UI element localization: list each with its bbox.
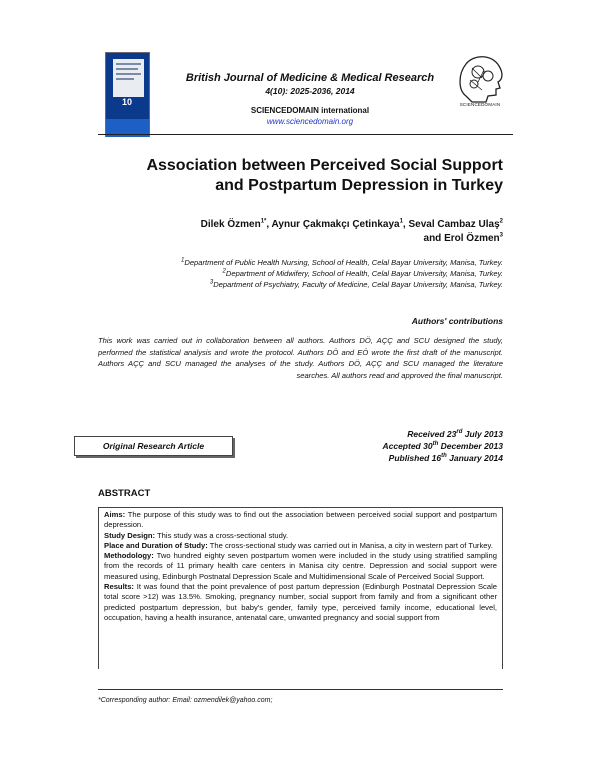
title-line-2: and Postpartum Depression in Turkey [215, 177, 503, 194]
publisher-url[interactable]: www.sciencedomain.org [266, 117, 354, 126]
author-name: Dilek Özmen [200, 219, 261, 230]
logo-caption: SCIENCEDOMAIN [459, 102, 501, 107]
abstract-section: Results: It was found that the point prevalence of post partum depression (Edinburgh Postnatal Depression Scale total score >12) was 13.5%. Smoking, pregnancy number, social support from family and from a significant other predicted postpartum depression, but baby's gender, family type, perceived family income, educational level, occupation, having a health insurance, antenatal care, unwanted pregnancy and social support from [104, 582, 497, 622]
cover-number: 10 [122, 97, 133, 107]
contributions-text: This work was carried out in collaboration between all authors. Authors DÖ, AÇÇ and SCU designed the study, performed the statistical analysis and wrote the protocol. Authors DÖ and EÖ wrote the first draft of the manuscript. Authors AÇÇ and SCU managed the analyses of the study. Authors DÖ, AÇÇ and SCU managed the literature searches. All authors read and approved the final manuscript. [98, 336, 503, 380]
date-published: Published 16th January 2014 [388, 453, 503, 463]
author-sup: 2 [499, 218, 503, 225]
header-rule [98, 134, 513, 135]
author-list: Dilek Özmen$^{1*}$, Aynur Çakmakçı Çetinkaya$^1$, Seval Cambaz Ulaş$^2$ and Erol Özmen$^3$ [200, 218, 503, 244]
date-received: Received 23rd July 2013 [407, 429, 503, 439]
abstract-section: Place and Duration of Study: The cross-sectional study was carried out in Manisa, a city in western part of Turkey. [104, 540, 493, 550]
abstract-box [98, 507, 503, 669]
abstract-section: Study Design: This study was a cross-sectional study. [104, 530, 289, 540]
author-sup: 1 [399, 218, 403, 225]
journal-volume: 4(10): 2025-2036, 2014 [265, 86, 355, 96]
publisher-name: SCIENCEDOMAIN international [250, 106, 370, 115]
corresponding-author-footnote: *Corresponding author: Email: ozmendilek@yahoo.com; [98, 697, 273, 704]
contributions-heading: Authors' contributions [411, 316, 503, 326]
sciencedomain-logo-icon [452, 50, 508, 110]
journal-cover-image [105, 52, 150, 137]
affiliation-item: $^2$Department of Midwifery, School of Health, Celal Bayar University, Manisa, Turkey. [222, 268, 503, 278]
affiliation-item: $^1$Department of Public Health Nursing, School of Health, Celal Bayar University, Manisa, Turkey. [181, 257, 503, 267]
author-name: Aynur Çakmakçı Çetinkaya [271, 219, 400, 230]
abstract-section: Methodology: Two hundred eighty seven postpartum women were included in the study using stratified sampling from the records of 11 primary health care centers in Manisa city centre. Depression and social support were measured using, Edinburgh Postnatal Depression Scale and Multidimensional Scale of Perceived Social Support. [104, 551, 497, 581]
affiliations [98, 257, 503, 290]
date-accepted: Accepted 30th December 2013 [382, 441, 503, 451]
cover-title-panel [113, 59, 144, 97]
abstract-heading: ABSTRACT [98, 488, 151, 499]
abstract-section: Aims: The purpose of this study was to find out the association between perceived social support and postpartum depression. [104, 510, 497, 530]
article-type-badge: Original Research Article [74, 436, 233, 456]
author-sup: 3 [499, 232, 503, 239]
author-name: Erol Özmen [444, 233, 500, 244]
article-dates [300, 428, 503, 464]
title-line-1: Association between Perceived Social Support [146, 157, 503, 174]
author-sup: 1* [260, 218, 267, 225]
journal-name: British Journal of Medicine & Medical Research [185, 72, 435, 84]
footnote-rule [98, 689, 503, 690]
article-title [98, 156, 503, 196]
affiliation-item: $^3$Department of Psychiatry, Faculty of Medicine, Celal Bayar University, Manisa, Turkey. [209, 279, 503, 289]
author-name: Seval Cambaz Ulaş [408, 219, 500, 230]
